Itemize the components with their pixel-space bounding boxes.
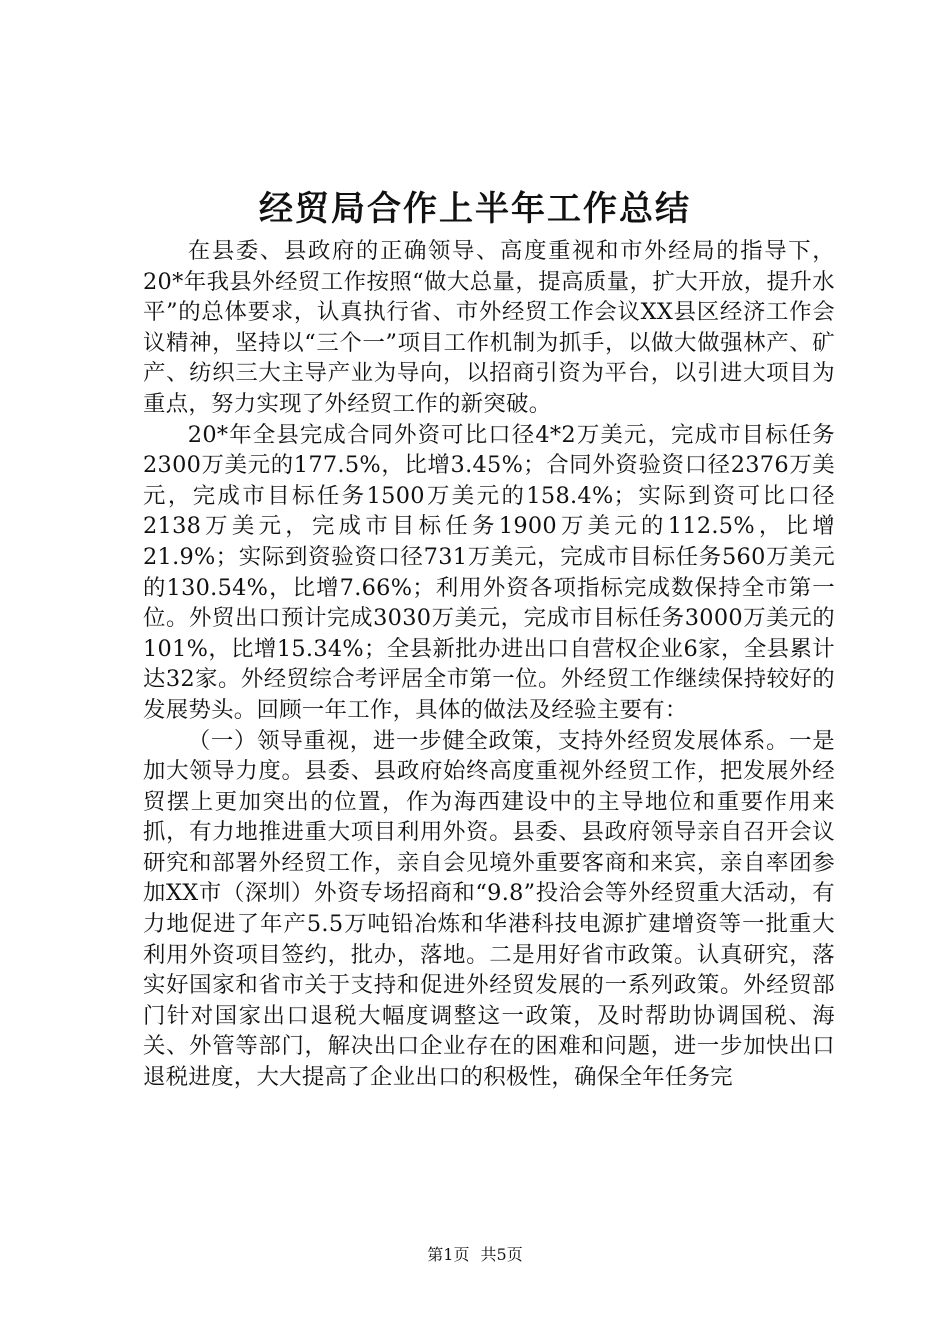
page-number: 第1页 (427, 1245, 470, 1264)
paragraph-intro: 在县委、县政府的正确领导、高度重视和市外经局的指导下，20*年我县外经贸工作按照“做大总量，提高质量，扩大开放，提升水平”的总体要求，认真执行省、市外经贸工作会议XX县区经济工作会议精神，坚持以“三个一”项目工作机制为抓手，以做大做强林产、矿产、纺织三大主导产业为导向，以招商引资为平台，以引进大项目为重点，努力实现了外经贸工作的新突破。 (143, 238, 835, 417)
paragraph-section-one: （一）领导重视，进一步健全政策，支持外经贸发展体系。一是加大领导力度。县委、县政府始终高度重视外经贸工作，把发展外经贸摆上更加突出的位置，作为海西建设中的主导地位和重要作用来抓，有力地推进重大项目利用外资。县委、县政府领导亲自召开会议研究和部署外经贸工作，亲自会见境外重要客商和来宾，亲自率团参加XX市（深圳）外资专场招商和“9.8”投洽会等外经贸重大活动，有力地促进了年产5.5万吨铅冶炼和华港科技电源扩建增资等一批重大利用外资项目签约，批办，落地。二是用好省市政策。认真研究，落实好国家和省市关于支持和促进外经贸发展的一系列政策。外经贸部门针对国家出口退税大幅度调整这一政策，及时帮助协调国税、海关、外管等部门，解决出口企业存在的困难和问题，进一步加快出口退税进度，大大提高了企业出口的积极性，确保全年任务完 (143, 727, 835, 1091)
page-total: 共5页 (480, 1245, 523, 1264)
page-footer (0, 1244, 950, 1266)
paragraph-statistics: 20*年全县完成合同外资可比口径4*2万美元，完成市目标任务2300万美元的177.5%，比增3.45%；合同外资验资口径2376万美元，完成市目标任务1500万美元的158.4%；实际到资可比口径2138万美元，完成市目标任务1900万美元的112.5%，比增21.9%；实际到资验资口径731万美元，完成市目标任务560万美元的130.54%，比增7.66%；利用外资各项指标完成数保持全市第一位。外贸出口预计完成3030万美元，完成市目标任务3000万美元的101%，比增15.34%；全县新批办进出口自营权企业6家，全县累计达32家。外经贸综合考评居全市第一位。外经贸工作继续保持较好的发展势头。回顾一年工作，具体的做法及经验主要有： (143, 421, 835, 723)
document-body (143, 236, 835, 1093)
document-title: 经贸局合作上半年工作总结 (259, 189, 691, 229)
